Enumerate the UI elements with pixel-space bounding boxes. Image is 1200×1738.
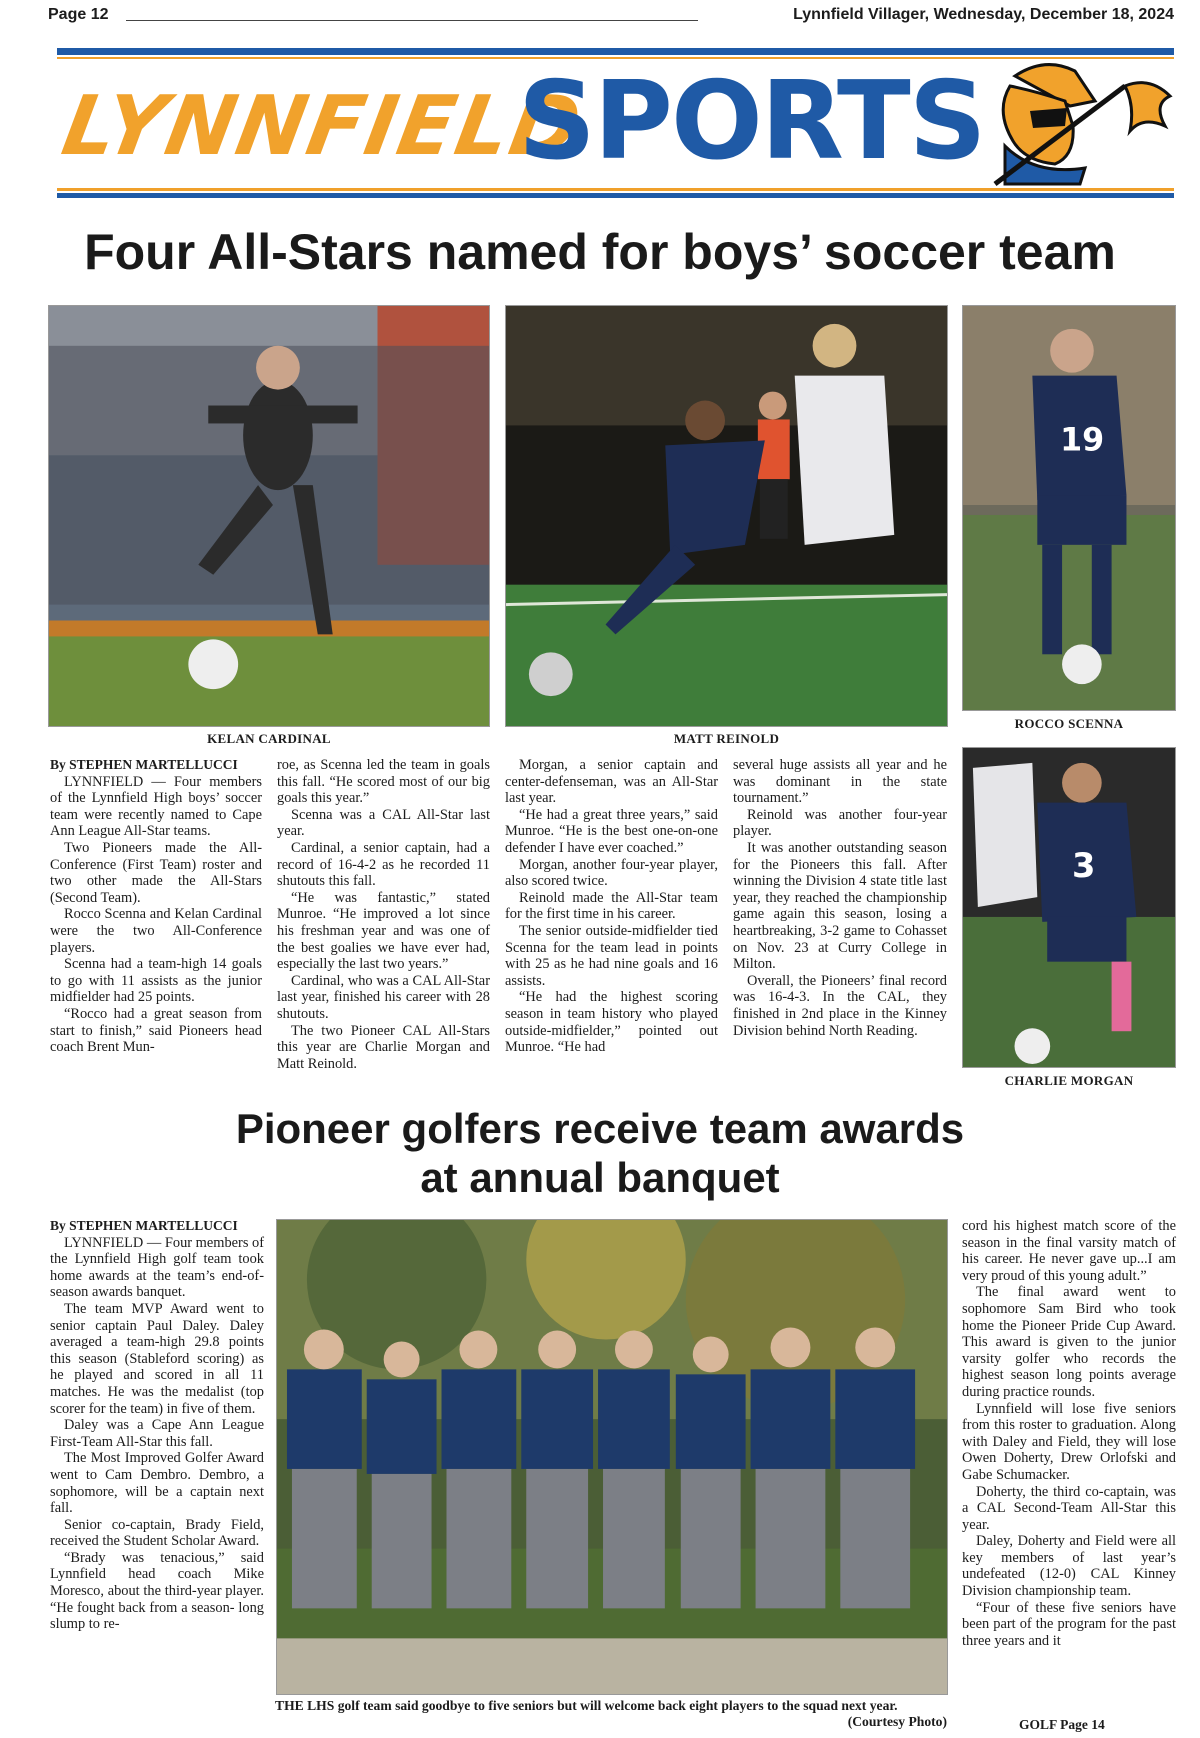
paragraph: Two Pioneers made the All-Conference (First Team) roster and two other made the All-Stars (Second Team). xyxy=(50,839,262,906)
paragraph: The team MVP Award went to senior captain Paul Daley. Daley averaged a team-high 29.8 points this season (Stableford scoring) as he played and scored in all 11 matches. He was the medalist (top scorer for the team) in five of them. xyxy=(50,1300,264,1417)
golf-headline-line-1: Pioneer golfers receive team awards xyxy=(235,1105,965,1152)
paragraph: “Rocco had a great season from start to finish,” said Pioneers head coach Brent Mun- xyxy=(50,1005,262,1056)
photo-kelan-cardinal xyxy=(48,305,490,727)
header-rule xyxy=(126,20,698,21)
paragraph: “Brady was tenacious,” said Lynnfield head coach Mike Moresco, about the third-year player. “He fought back from a season- long slump to re- xyxy=(50,1549,264,1633)
paragraph: Scenna was a CAL All-Star last year. xyxy=(277,806,490,840)
photo-charlie-morgan xyxy=(962,747,1176,1068)
soccer-column-2 xyxy=(277,757,490,1072)
soccer-column-1 xyxy=(50,757,262,1056)
paragraph: “He had the highest scoring season in team history who played outside-midfielder,” pointed out Munroe. “He had xyxy=(505,989,718,1056)
svg-text:3: 3 xyxy=(1071,846,1096,886)
svg-text:19: 19 xyxy=(1060,422,1105,459)
paragraph: Overall, the Pioneers’ final record was 16-4-3. In the CAL, they finished in 2nd place in the Kinney Division behind North Reading. xyxy=(733,972,947,1039)
paragraph: “He was fantastic,” stated Munroe. “He improved a lot since his freshman year and was one of the best goalies we have ever had, especially the last two years.” xyxy=(277,889,490,973)
paragraph: Lynnfield will lose five seniors from this roster to graduation. Along with Daley and Field, they will lose Owen Doherty, Drew Orlofski and Gabe Schumacker. xyxy=(962,1400,1176,1483)
paragraph: The two Pioneer CAL All-Stars this year are Charlie Morgan and Matt Reinold. xyxy=(277,1022,490,1072)
paragraph: Rocco Scenna and Kelan Cardinal were the two All-Conference players. xyxy=(50,906,262,956)
photo-caption-name: ROCCO SCENNA xyxy=(1014,716,1124,731)
paragraph: Cardinal, who was a CAL All-Star last year, finished his career with 28 shutouts. xyxy=(277,972,490,1022)
running-header xyxy=(48,6,1174,26)
photo-caption-name: CHARLIE MORGAN xyxy=(1004,1073,1134,1088)
photo-golf-team xyxy=(276,1219,948,1695)
paragraph: LYNNFIELD — Four members of the Lynnfield High golf team took home awards at the team’s end-of-season awards banquet. xyxy=(50,1234,264,1301)
golf-headline-line-2: at annual banquet xyxy=(420,1154,780,1201)
masthead-top-rule xyxy=(57,48,1174,55)
paragraph: It was another outstanding season for the Pioneers this fall. After winning the Division 4 state title last year, they reached the championship game again this season, losing a heartbreaking, 3-2 game to Cohasset on Nov. 23 at Curry College in Milton. xyxy=(733,839,947,973)
byline: By STEPHEN MARTELLUCCI xyxy=(50,1218,238,1233)
page-number: Page 12 xyxy=(48,6,109,23)
soccer-headline: Four All-Stars named for boys’ soccer team xyxy=(84,224,1116,280)
photo-caption-name: MATT REINOLD xyxy=(673,731,780,746)
byline: By STEPHEN MARTELLUCCI xyxy=(50,757,238,772)
paragraph: Senior co-captain, Brady Field, received the Student Scholar Award. xyxy=(50,1516,264,1550)
publication-dateline: Lynnfield Villager, Wednesday, December 18, 2024 xyxy=(793,6,1174,23)
paragraph: “Four of these five seniors have been part of the program for the past three years and it xyxy=(962,1599,1176,1649)
paragraph: Scenna had a team-high 14 goals to go with 11 assists as the junior midfielder had 25 points. xyxy=(50,956,262,1006)
soccer-column-4 xyxy=(733,757,947,1039)
paragraph: cord his highest match score of the season in the final varsity match of his career. He never gave up...I am very proud of this young adult.” xyxy=(962,1218,1176,1284)
paragraph: Reinold was another four-year player. xyxy=(733,806,947,840)
soccer-column-3 xyxy=(505,757,718,1056)
golf-photo-caption xyxy=(275,1698,947,1729)
golf-column-2 xyxy=(962,1218,1176,1649)
paragraph: Reinold made the All-Star team for the first time in his career. xyxy=(505,889,718,923)
photo-matt-reinold xyxy=(505,305,948,727)
paragraph: Doherty, the third co-captain, was a CAL Second-Team All-Star this year. xyxy=(962,1483,1176,1533)
masthead-lynnfield: LYNNFIELD xyxy=(55,79,590,174)
paragraph: Daley, Doherty and Field were all key members of last year’s undefeated (12-0) CAL Kinney Division championship team. xyxy=(962,1533,1176,1600)
pioneer-mascot-icon xyxy=(975,56,1175,192)
photo-caption-name: KELAN CARDINAL xyxy=(207,731,331,746)
paragraph: “He had a great three years,” said Munroe. “He is the best one-on-one defender I have ever coached.” xyxy=(505,806,718,856)
paragraph: The final award went to sophomore Sam Bird who took home the Pioneer Pride Cup Award. This award is given to the junior varsity golfer who records the highest season long points average during practice rounds. xyxy=(962,1284,1176,1400)
photo-credit: (Courtesy Photo) xyxy=(847,1714,947,1729)
paragraph: roe, as Scenna led the team in goals this fall. “He scored most of our big goals this year.” xyxy=(277,757,490,807)
paragraph: Daley was a Cape Ann League First-Team All-Star this fall. xyxy=(50,1417,264,1450)
golf-column-1 xyxy=(50,1218,264,1633)
masthead-bottom-accent xyxy=(57,188,1174,191)
masthead-sports: SPORTS xyxy=(518,59,985,184)
golf-headline xyxy=(0,1104,1200,1202)
paragraph: LYNNFIELD — Four members of the Lynnfield High boys’ soccer team were recently named to Cape Ann League All-Star teams. xyxy=(50,773,262,840)
masthead-bottom-rule xyxy=(57,193,1174,198)
paragraph: Morgan, another four-year player, also scored twice. xyxy=(505,856,718,890)
paragraph: The senior outside-midfielder tied Scenna for the team lead in points with 25 as he had nine goals and 16 assists. xyxy=(505,922,718,989)
paragraph: Morgan, a senior captain and center-defenseman, was an All-Star last year. xyxy=(505,757,718,807)
paragraph: several huge assists all year and he was dominant in the state tournament.” xyxy=(733,757,947,807)
caption-text: THE LHS golf team said goodbye to five seniors but will welcome back eight players to the squad next year. xyxy=(275,1698,898,1713)
paragraph: The Most Improved Golfer Award went to Cam Dembro. Dembro, a sophomore, will be a captain next fall. xyxy=(50,1450,264,1517)
continued-jump-line[interactable]: GOLF Page 14 xyxy=(1019,1717,1105,1732)
paragraph: Cardinal, a senior captain, had a record of 16-4-2 as he recorded 11 shutouts this fall. xyxy=(277,839,490,890)
photo-rocco-scenna xyxy=(962,305,1176,711)
